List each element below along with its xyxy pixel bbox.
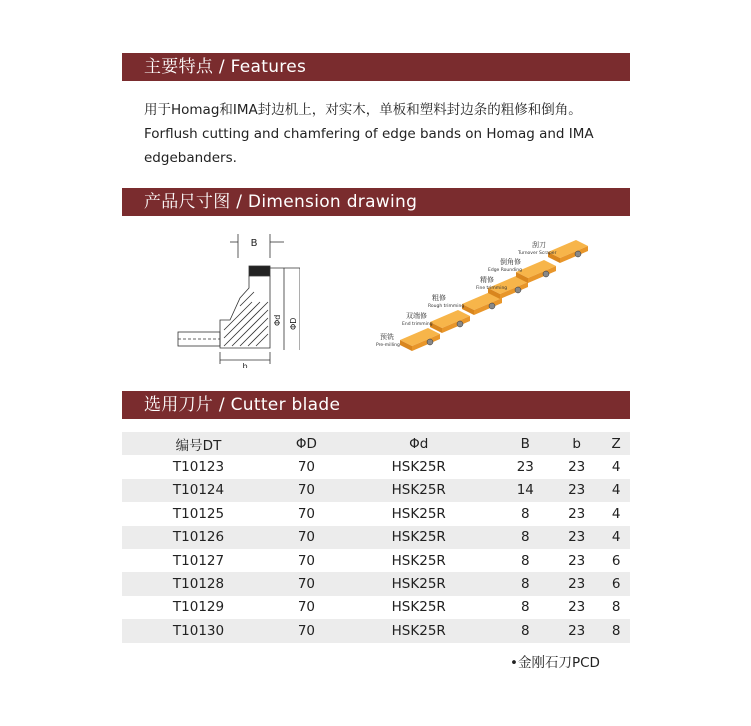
process-label-6-cn: 预铣 <box>380 333 394 341</box>
table-cell: T10130 <box>172 622 225 639</box>
features-description <box>144 98 624 170</box>
cutter-tool-icon <box>427 339 433 345</box>
features-line-cn: 用于Homag和IMA封边机上，对实木，单板和塑料封边条的粗修和倒角。 <box>144 102 582 118</box>
column-header: Z <box>611 435 621 452</box>
column-header: 编号DT <box>175 437 222 454</box>
process-label-5-cn: 双端修 <box>406 312 427 320</box>
features-line-en-2: edgebanders. <box>144 150 237 166</box>
table-cell: 70 <box>297 482 316 499</box>
table-cell: 8 <box>611 599 621 616</box>
cutter-dimension-drawing <box>160 228 300 368</box>
features-line-en-1: Forflush cutting and chamfering of edge bands on Homag and IMA <box>144 126 594 142</box>
table-cell: 23 <box>568 599 586 616</box>
table-cell: HSK25R <box>391 529 446 546</box>
cutter-spec-table <box>122 432 630 643</box>
table-cell: T10126 <box>172 529 225 546</box>
table-cell: HSK25R <box>391 599 446 616</box>
table-cell: 8 <box>521 576 530 593</box>
table-cell: 8 <box>521 529 530 546</box>
table-cell: HSK25R <box>391 459 446 476</box>
column-header: ΦD <box>295 435 317 452</box>
process-label-2-en: Edge Rounding <box>488 268 522 273</box>
table-row <box>122 572 630 595</box>
table-cell: 70 <box>297 459 316 476</box>
features-heading: 主要特点 / Features <box>122 53 630 81</box>
table-header-row <box>122 432 630 455</box>
table-row <box>122 619 630 642</box>
dim-D-label: ΦD <box>289 317 298 330</box>
table-cell: T10128 <box>172 576 225 593</box>
table-cell: 8 <box>611 622 621 639</box>
table-cell: 8 <box>521 552 530 569</box>
table-cell: 4 <box>611 505 621 522</box>
process-label-3-cn: 精修 <box>480 276 494 284</box>
process-label-6-en: Pre-milling <box>376 343 400 348</box>
cutter-tool-icon <box>575 251 581 257</box>
table-row <box>122 502 630 525</box>
table-cell: 4 <box>611 529 621 546</box>
cutter-tool-icon <box>515 287 521 293</box>
table-cell: T10127 <box>172 552 225 569</box>
cutter-tool-icon <box>457 321 463 327</box>
table-cell: T10124 <box>172 482 225 499</box>
table-row <box>122 455 630 478</box>
table-cell: 14 <box>516 482 534 499</box>
process-label-4-en: Rough trimming <box>428 304 465 309</box>
table-cell: 8 <box>521 599 530 616</box>
table-cell: 23 <box>568 529 586 546</box>
dim-d-label: Φd <box>273 314 282 326</box>
column-header: B <box>520 435 530 452</box>
pcd-note: •金刚石刀PCD <box>510 655 600 671</box>
table-cell: 70 <box>297 576 316 593</box>
table-cell: 70 <box>297 622 316 639</box>
table-cell: HSK25R <box>391 622 446 639</box>
table-cell: 8 <box>521 505 530 522</box>
column-header: Φd <box>409 435 429 452</box>
table-cell: 6 <box>611 576 621 593</box>
table-cell: HSK25R <box>391 482 446 499</box>
table-cell: 23 <box>568 622 586 639</box>
process-label-5-en: End trimming <box>402 322 433 327</box>
process-label-3-en: Fine trimming <box>476 286 508 291</box>
table-cell: T10125 <box>172 505 225 522</box>
table-row <box>122 479 630 502</box>
table-cell: 4 <box>611 482 621 499</box>
table-cell: 23 <box>568 459 586 476</box>
table-cell: T10123 <box>172 459 225 476</box>
table-cell: 23 <box>516 459 534 476</box>
table-cell: 70 <box>297 552 316 569</box>
table-cell: 23 <box>568 576 586 593</box>
table-cell: 23 <box>568 482 586 499</box>
process-label-4-cn: 粗修 <box>432 294 446 302</box>
process-label-2-cn: 倒角修 <box>500 258 521 266</box>
process-label-1-cn: 刮刀 <box>532 241 546 249</box>
table-row <box>122 526 630 549</box>
table-cell: HSK25R <box>391 576 446 593</box>
table-cell: 23 <box>568 552 586 569</box>
table-cell: HSK25R <box>391 552 446 569</box>
edge-processing-illustration <box>370 236 600 366</box>
table-cell: 70 <box>297 529 316 546</box>
dim-B-label: B <box>250 238 258 249</box>
cutter-tool-icon <box>543 271 549 277</box>
dim-b-label: b <box>242 362 248 368</box>
table-cell: 8 <box>521 622 530 639</box>
table-cell: 6 <box>611 552 621 569</box>
table-row <box>122 549 630 572</box>
table-cell: 70 <box>297 599 316 616</box>
process-label-1-en: Turnover Scraper <box>518 251 557 256</box>
cutter-tool-icon <box>489 303 495 309</box>
table-cell: 23 <box>568 505 586 522</box>
table-row <box>122 596 630 619</box>
table-cell: 70 <box>297 505 316 522</box>
cutter-heading: 选用刀片 / Cutter blade <box>122 391 630 419</box>
dimension-heading: 产品尺寸图 / Dimension drawing <box>122 188 630 216</box>
table-cell: 4 <box>611 459 621 476</box>
table-cell: HSK25R <box>391 505 446 522</box>
table-cell: T10129 <box>172 599 225 616</box>
column-header: b <box>572 435 581 452</box>
